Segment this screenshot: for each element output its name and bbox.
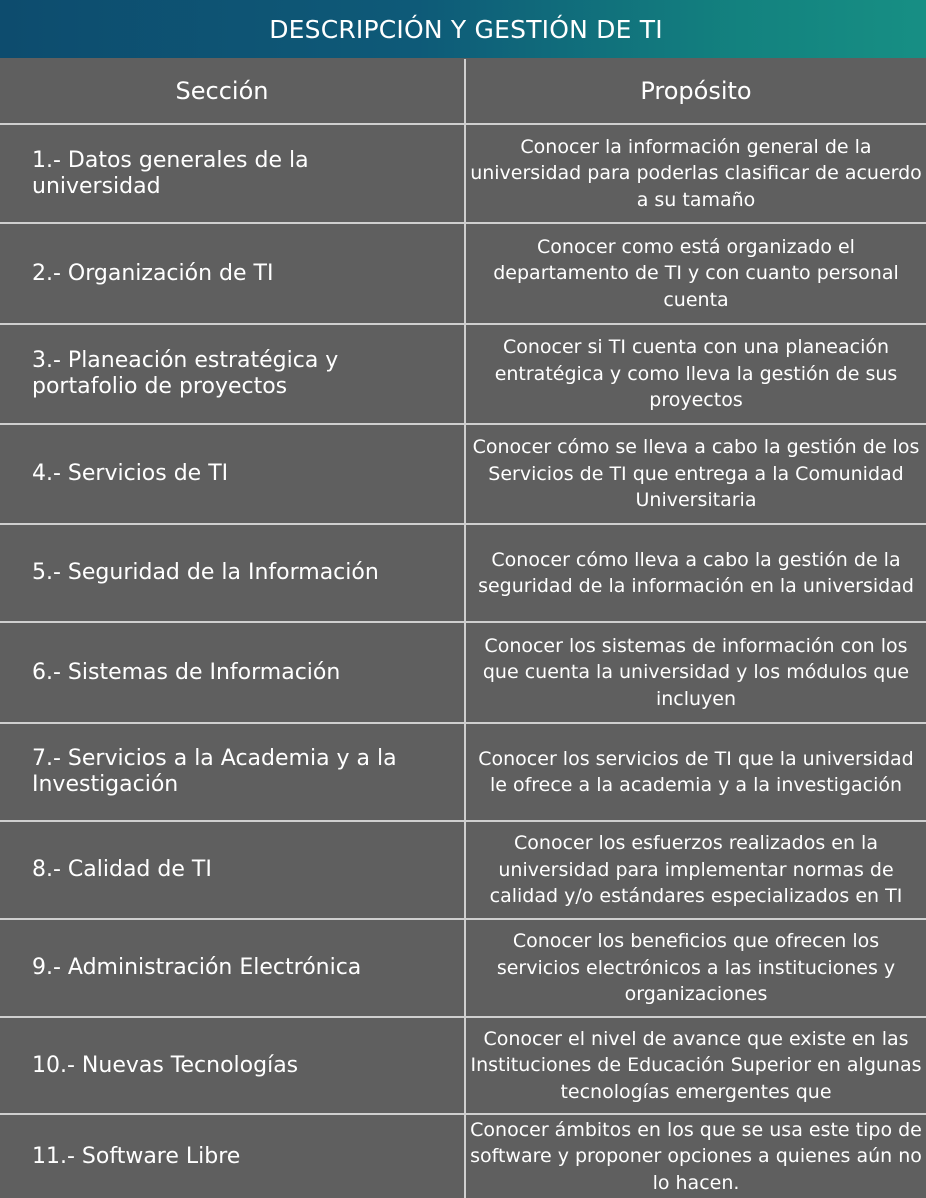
table-header-row (0, 59, 926, 125)
column-header-section: Sección (0, 59, 466, 123)
table-row (0, 1115, 926, 1198)
section-cell: 6.- Sistemas de Información (0, 623, 466, 722)
section-cell: 3.- Planeación estratégica y portafolio de proyectos (0, 325, 466, 423)
purpose-cell: Conocer la información general de la universidad para poderlas clasificar de acuerdo a su tamaño (470, 135, 922, 211)
purpose-cell: Conocer los esfuerzos realizados en la universidad para implementar normas de calidad y/o estándares especializados en TI (489, 832, 903, 908)
section-cell: 10.- Nuevas Tecnologías (0, 1018, 466, 1113)
section-cell: 4.- Servicios de TI (0, 425, 466, 523)
section-cell: 1.- Datos generales de la universidad (0, 125, 466, 222)
table-row (0, 724, 926, 822)
purpose-cell: Conocer si TI cuenta con una planeación entratégica y como lleva la gestión de sus proyectos (494, 336, 898, 412)
purpose-cell: Conocer los beneficios que ofrecen los servicios electrónicos a las instituciones y organizaciones (496, 930, 896, 1006)
section-cell: 8.- Calidad de TI (0, 822, 466, 918)
table-row (0, 224, 926, 325)
table-row (0, 920, 926, 1018)
purpose-cell: Conocer los sistemas de información con los que cuenta la universidad y los módulos que incluyen (482, 634, 910, 710)
purpose-cell: Conocer el nivel de avance que existe en las Instituciones de Educación Superior en algunas tecnologías emergentes que (470, 1027, 922, 1103)
table-row (0, 525, 926, 623)
section-cell: 9.- Administración Electrónica (0, 920, 466, 1016)
column-header-purpose: Propósito (640, 76, 752, 105)
section-cell: 7.- Servicios a la Academia y a la Investigación (0, 724, 466, 820)
section-cell: 5.- Seguridad de la Información (0, 525, 466, 621)
purpose-cell: Conocer cómo se lleva a cabo la gestión de los Servicios de TI que entrega a la Comunidad Universitaria (472, 436, 920, 512)
page-title: DESCRIPCIÓN Y GESTIÓN DE TI (269, 14, 663, 44)
purpose-cell: Conocer los servicios de TI que la universidad le ofrece a la academia y a la investigación (478, 747, 914, 796)
table-row (0, 822, 926, 920)
section-cell: 11.- Software Libre (0, 1115, 466, 1198)
purpose-cell: Conocer como está organizado el departamento de TI y con cuanto personal cuenta (493, 235, 899, 311)
table-row (0, 425, 926, 525)
section-cell: 2.- Organización de TI (0, 224, 466, 323)
table-row (0, 623, 926, 724)
table-row (0, 125, 926, 224)
purpose-cell: Conocer ámbitos en los que se usa este tipo de software y proponer opciones a quienes aún no lo hacen. (470, 1118, 922, 1194)
purpose-cell: Conocer cómo lleva a cabo la gestión de la seguridad de la información en la universidad (478, 548, 914, 597)
sections-table (0, 59, 926, 1198)
table-row (0, 325, 926, 425)
table-row (0, 1018, 926, 1115)
title-bar (0, 0, 926, 58)
